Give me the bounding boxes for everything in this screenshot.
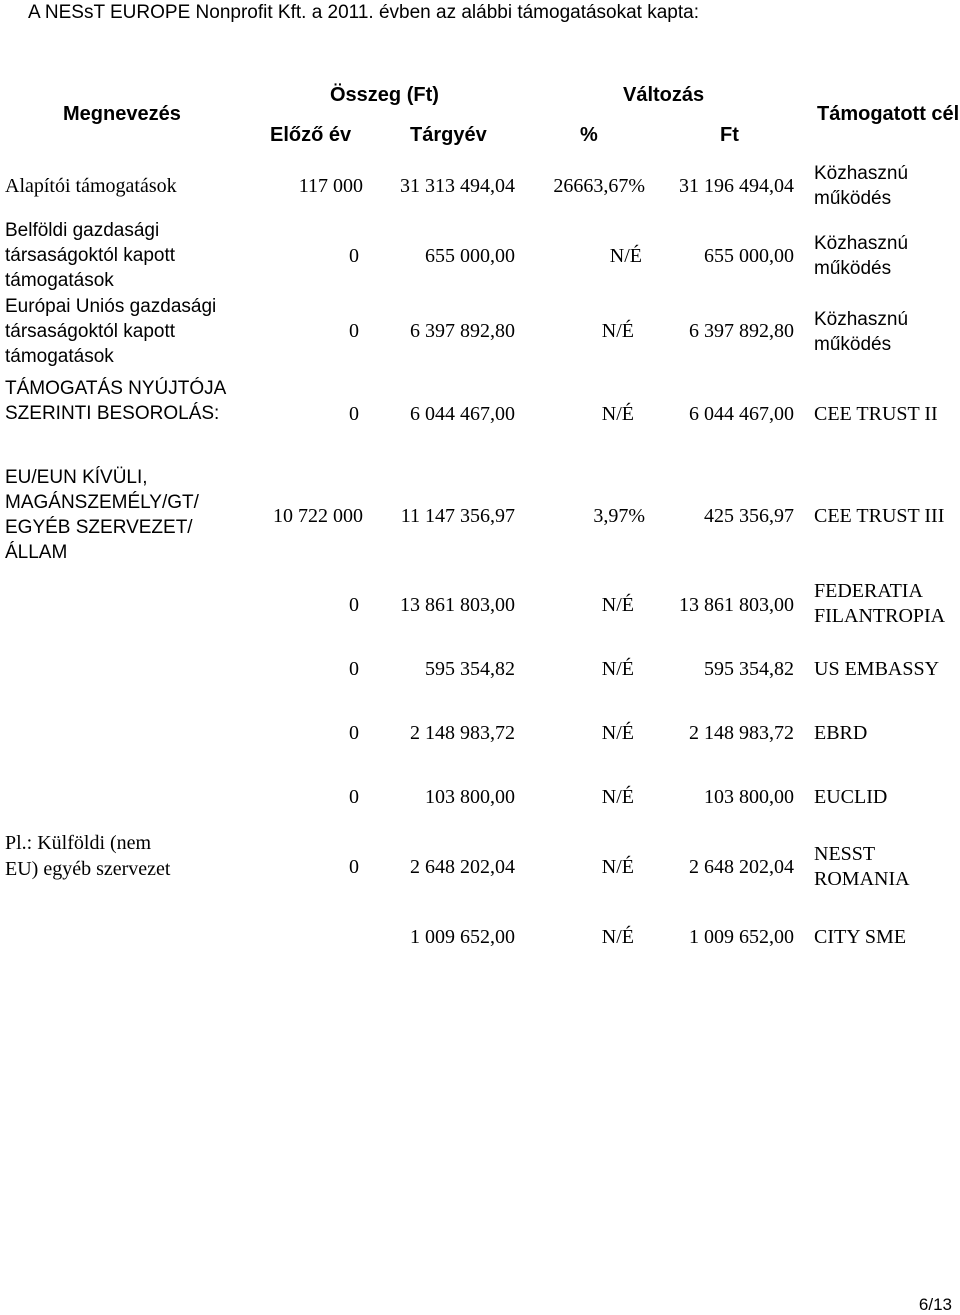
cell-percent: 26663,67% [553,175,645,197]
cell-ft: 2 148 983,72 [689,722,794,744]
cell-purpose: NESST ROMANIA [814,843,910,890]
cell-current: 11 147 356,97 [400,505,515,527]
cell-purpose: EBRD [814,722,868,744]
category-classification-heading: TÁMOGATÁS NYÚJTÓJA SZERINTI BESOROLÁS: [5,378,226,424]
cell-percent: N/É [601,786,634,808]
cell-ft: 103 800,00 [704,786,794,808]
cell-ft: 425 356,97 [704,505,794,527]
cell-purpose: Közhasznú működés [814,309,909,355]
cell-previous: 117 000 [298,175,363,197]
cell-previous: 0 [349,594,359,616]
cell-purpose: Közhasznú működés [814,163,909,209]
cell-percent: N/É [601,594,634,616]
cell-current: 31 313 494,04 [400,175,515,197]
cell-current: 6 044 467,00 [410,403,515,425]
header-previous-year: Előző év [270,124,352,146]
cell-ft: 6 044 467,00 [689,403,794,425]
header-percent: % [580,124,598,146]
cell-percent: 3,97% [593,505,645,527]
cell-purpose: CEE TRUST II [814,403,938,425]
cell-purpose: CEE TRUST III [814,505,945,527]
cell-purpose: CITY SME [814,926,907,948]
header-amount-group: Összeg (Ft) [330,84,439,106]
cell-percent: N/É [601,320,634,342]
cell-previous: 10 722 000 [273,505,363,527]
cell-current: 13 861 803,00 [400,594,515,616]
cell-ft: 31 196 494,04 [679,175,794,197]
category-eu-companies: Európai Uniós gazdasági társaságoktól kapott támogatások [5,296,217,367]
cell-current: 655 000,00 [425,245,515,267]
header-name: Megnevezés [63,103,181,125]
header-purpose: Támogatott cél [817,103,960,125]
cell-percent: N/É [601,926,634,948]
category-foreign-organisation: Pl.: Külföldi (nem EU) egyéb szervezet [5,832,171,880]
category-non-eu-private: EU/EUN KÍVÜLI, MAGÁNSZEMÉLY/GT/ EGYÉB SZERVEZET/ÁLLAM [5,467,199,563]
cell-percent: N/É [601,856,634,878]
cell-ft: 2 648 202,04 [689,856,794,878]
cell-percent: N/É [609,245,642,267]
header-ft: Ft [720,124,739,146]
cell-previous: 0 [349,658,359,680]
cell-percent: N/É [601,658,634,680]
cell-ft: 655 000,00 [704,245,794,267]
category-founder-grants: Alapítói támogatások [5,175,177,197]
cell-ft: 1 009 652,00 [689,926,794,948]
page-number: 6/13 [918,1295,952,1314]
cell-ft: 595 354,82 [704,658,794,680]
cell-previous: 0 [349,786,359,808]
cell-percent: N/É [601,403,634,425]
cell-previous: 0 [349,856,359,878]
cell-previous: 0 [349,245,359,267]
cell-previous: 0 [349,320,359,342]
cell-ft: 13 861 803,00 [679,594,794,616]
category-domestic-companies: Belföldi gazdasági társaságoktól kapott támogatások [5,220,176,291]
cell-current: 6 397 892,80 [410,320,515,342]
cell-current: 595 354,82 [425,658,515,680]
cell-purpose: Közhasznú működés [814,233,909,279]
cell-ft: 6 397 892,80 [689,320,794,342]
header-change-group: Változás [623,84,705,106]
cell-previous: 0 [349,722,359,744]
page-heading: A NESsT EUROPE Nonprofit Kft. a 2011. évben az alábbi támogatásokat kapta: [28,2,700,23]
cell-current: 2 148 983,72 [410,722,515,744]
cell-current: 103 800,00 [425,786,515,808]
cell-percent: N/É [601,722,634,744]
cell-purpose: US EMBASSY [814,658,940,680]
header-current-year: Tárgyév [410,124,487,146]
cell-previous: 0 [349,403,359,425]
cell-current: 1 009 652,00 [410,926,515,948]
cell-purpose: EUCLID [814,786,888,808]
cell-purpose: FEDERATIA FILANTROPIA [814,580,946,627]
cell-current: 2 648 202,04 [410,856,515,878]
